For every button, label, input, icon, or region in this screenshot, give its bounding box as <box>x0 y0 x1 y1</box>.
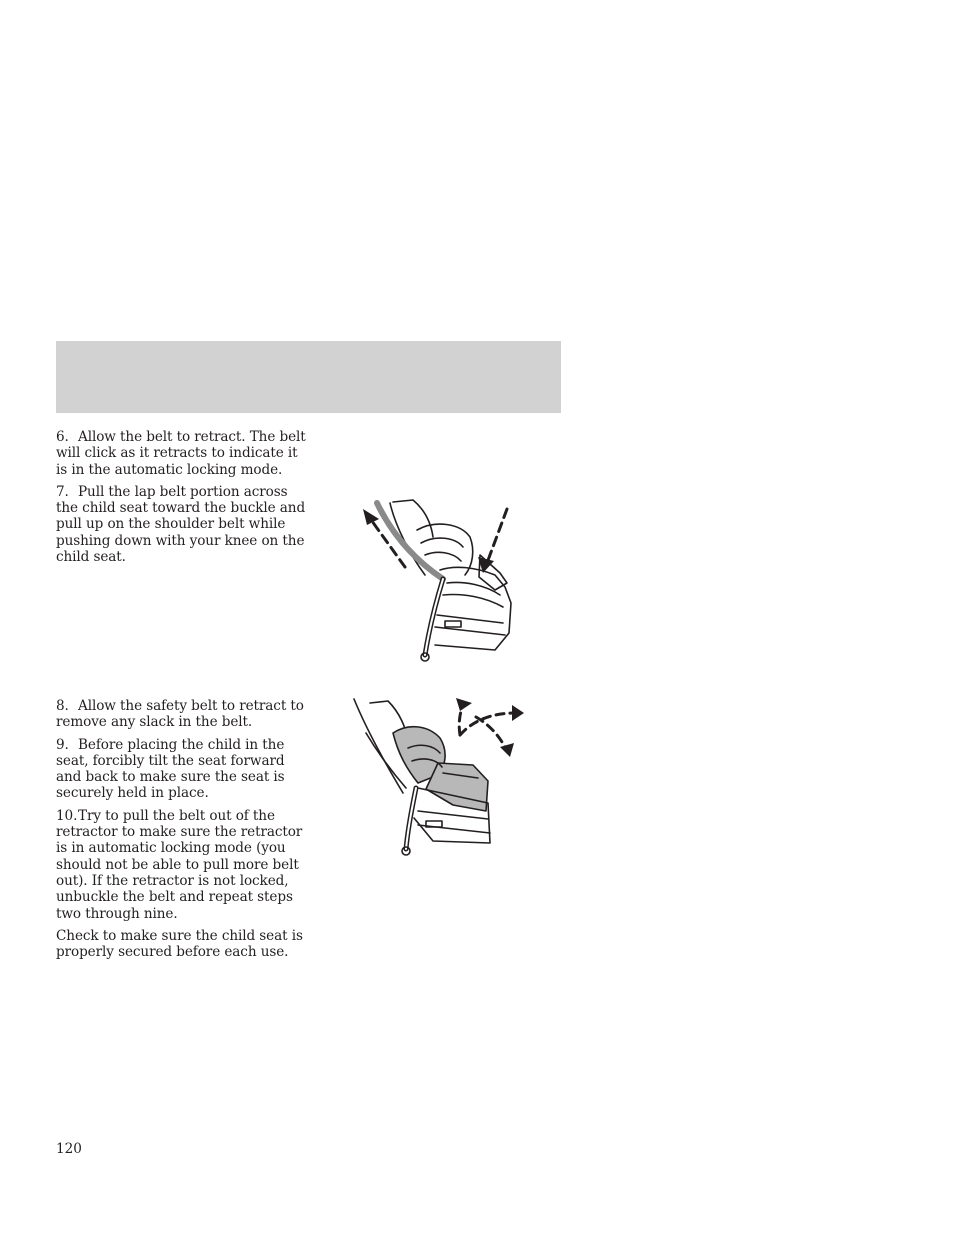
page-number: 120 <box>56 1141 82 1157</box>
child-seat-tilt-check-illustration <box>348 693 528 863</box>
step-number: 7. <box>56 483 69 500</box>
step-7 <box>56 484 306 565</box>
section-header-band <box>56 341 561 413</box>
step-text: Allow the belt to retract. The belt will click as it retracts to indicate it is in the automatic locking mode. <box>56 429 306 478</box>
step-number: 8. <box>56 698 69 714</box>
step-6 <box>56 429 306 478</box>
closing-note: Check to make sure the child seat is properly secured before each use. <box>56 927 303 961</box>
step-9 <box>56 737 306 802</box>
step-text: Allow the safety belt to retract to remove any slack in the belt. <box>56 698 304 731</box>
step-number: 10. <box>56 807 78 824</box>
step-number: 9. <box>56 736 69 753</box>
step-text: Pull the lap belt portion across the child seat toward the buckle and pull up on the shoulder belt while pushing down with your knee on the child seat. <box>56 483 306 566</box>
instructions-steps-6-7 <box>56 429 306 571</box>
step-8 <box>56 698 306 731</box>
step-10 <box>56 808 306 922</box>
step-text: Before placing the child in the seat, forcibly tilt the seat forward and back to make sure the seat is securely held in place. <box>56 736 285 802</box>
child-seat-belt-tightening-illustration <box>355 495 530 670</box>
step-number: 6. <box>56 429 69 445</box>
step-text: Try to pull the belt out of the retractor to make sure the retractor is in automatic locking mode (you should not be able to pull more belt out). If the retractor is not locked, unbuckle the belt and repeat steps two through nine. <box>56 807 303 922</box>
instructions-steps-8-10 <box>56 698 306 966</box>
